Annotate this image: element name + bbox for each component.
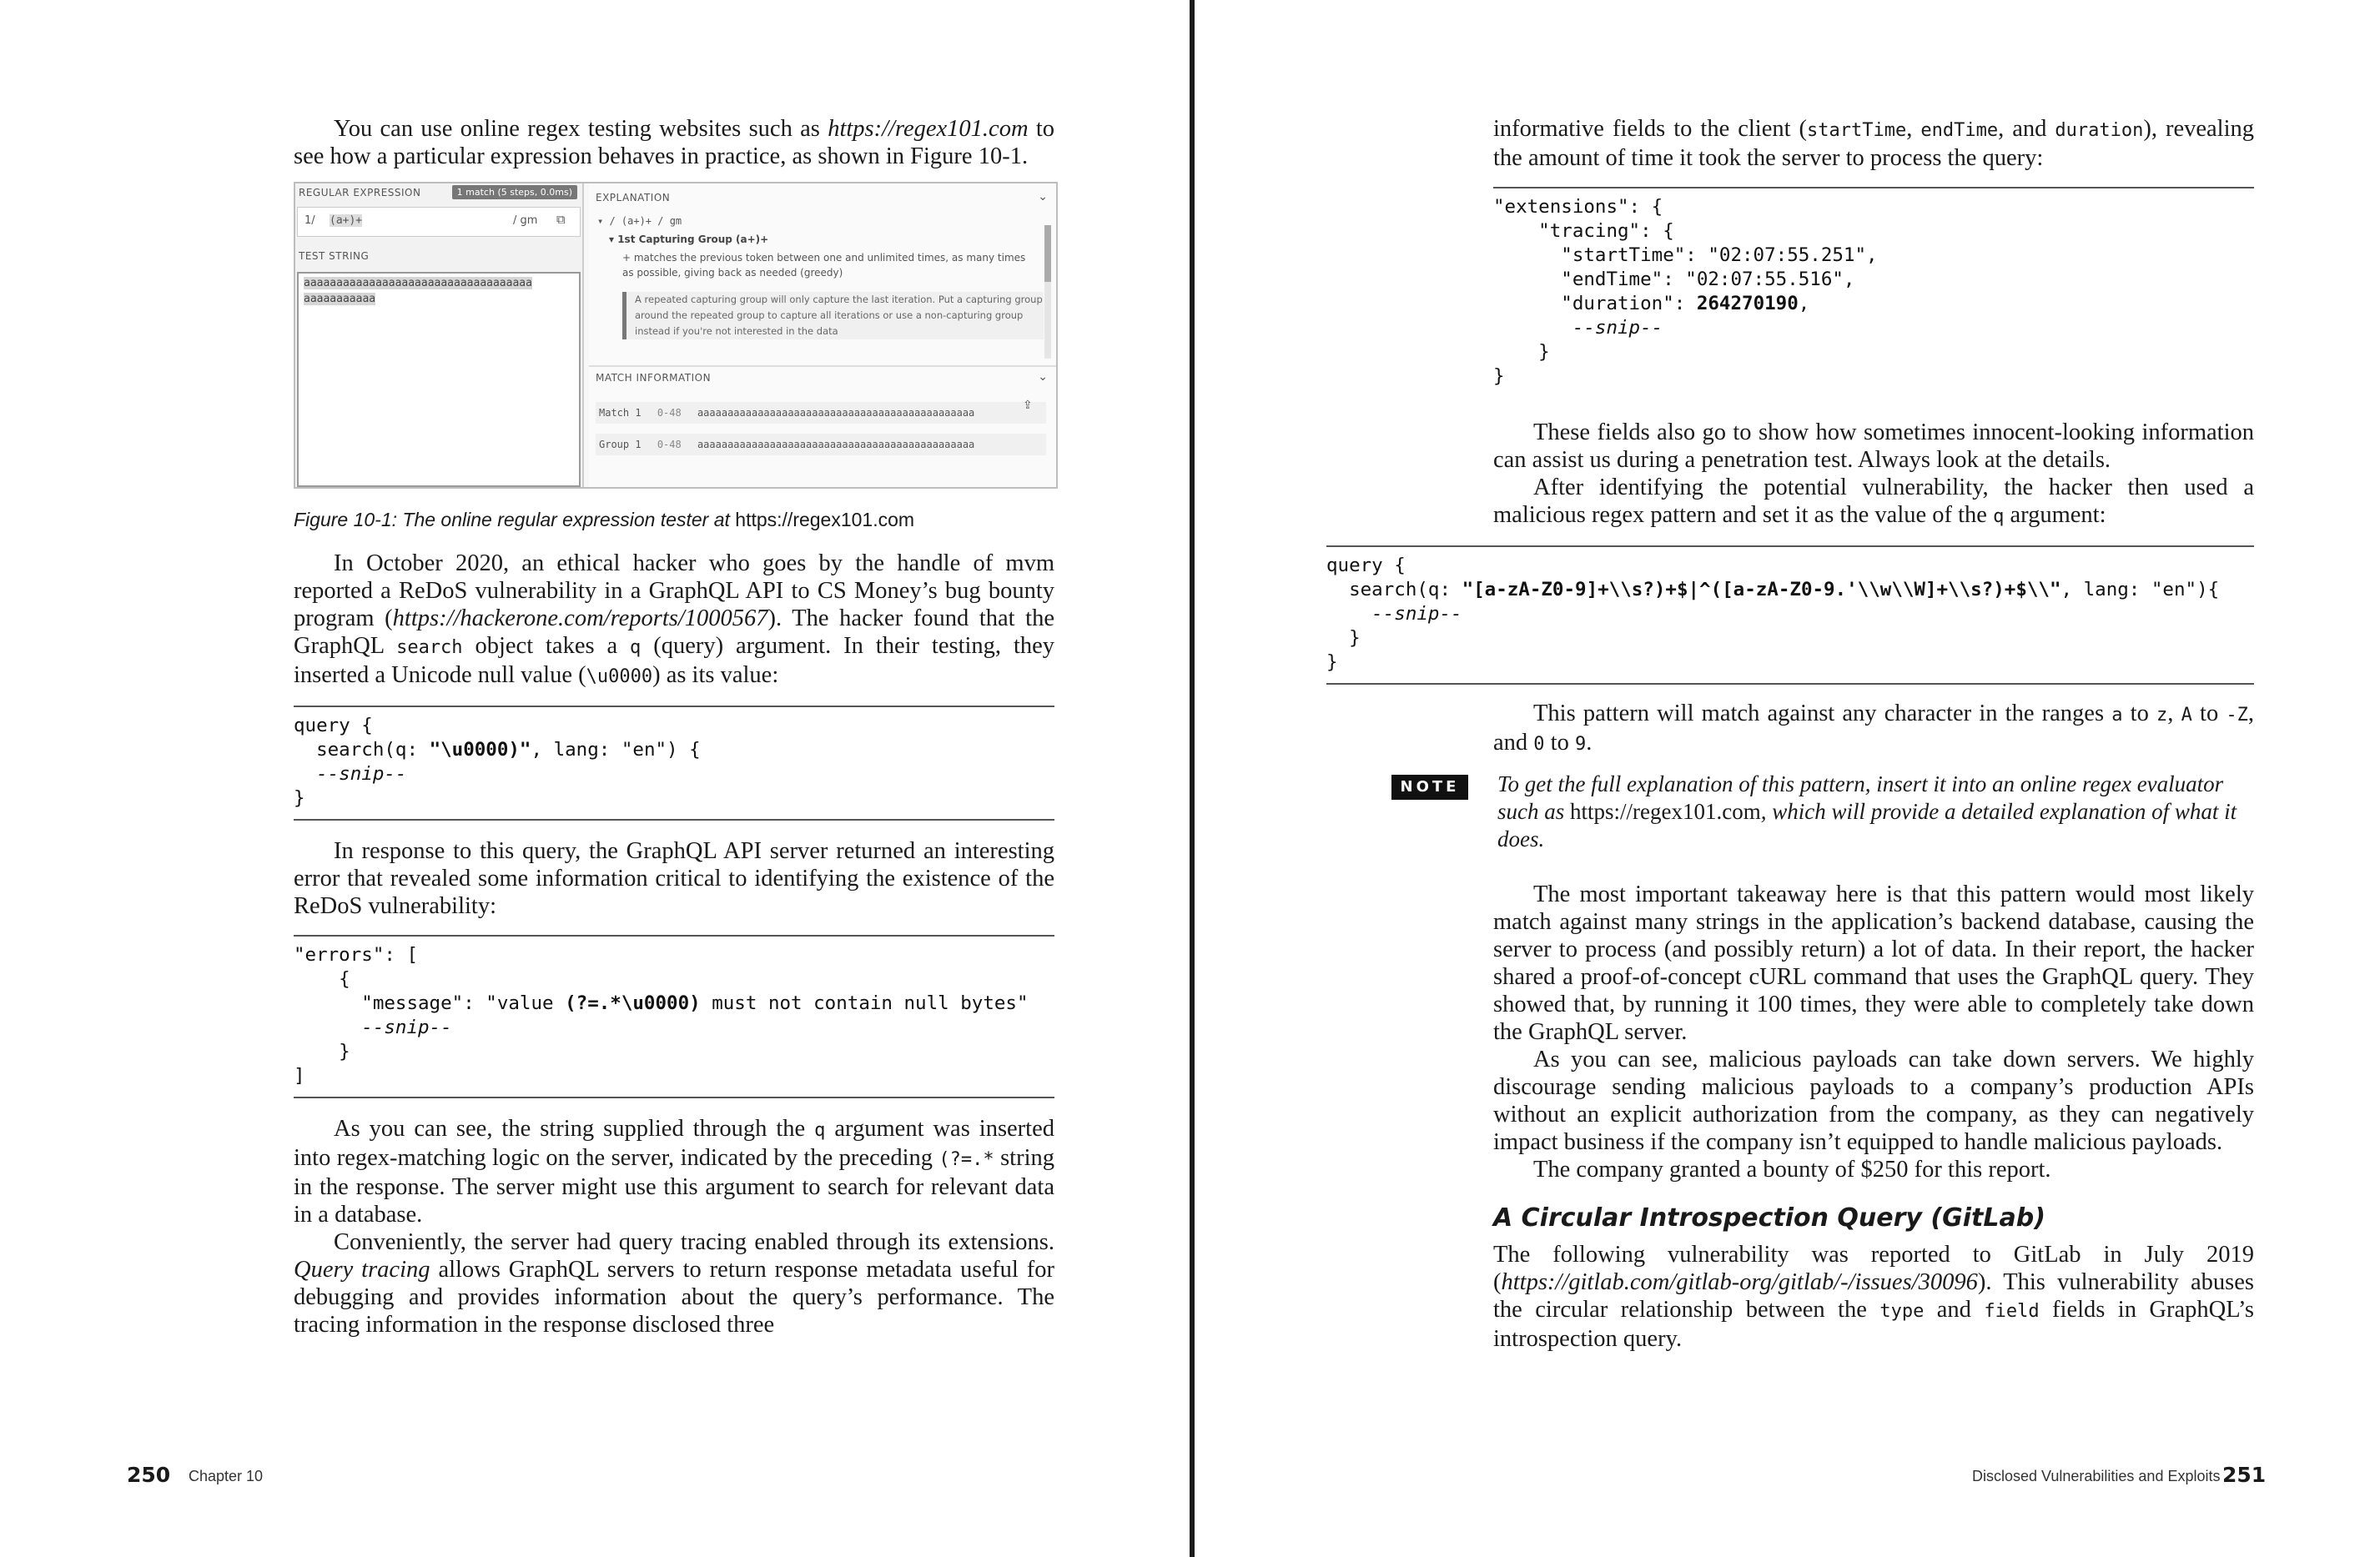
code-block-query: query { search(q: "\u0000)", lang: "en") { --snip-- } — [294, 706, 1054, 821]
regex-panel — [295, 183, 584, 487]
share-icon[interactable]: ⇪ — [1023, 399, 1033, 412]
paragraph: In October 2020, an ethical hacker who goes by the handle of mvm reported a ReDoS vulnerability in a GraphQL API to CS Money’s bug bounty program (https://hackerone.com/reports/1000567). The hacker found that the GraphQL search object takes a q (query) argument. In their testing, they inserted a Unicode null value (\u0000) as its value: — [294, 550, 1055, 688]
paragraph: The company granted a bounty of $250 for this report. — [1533, 1157, 2051, 1183]
running-head: Disclosed Vulnerabilities and Exploits — [1972, 1468, 2221, 1484]
regex-value: (a+)+ — [330, 214, 363, 227]
paragraph: These fields also go to show how sometimes innocent-looking information can assist us during a penetration test. Always look at the details. — [1493, 419, 2254, 473]
page-number: 250 — [127, 1463, 171, 1487]
explanation-panel — [589, 183, 1056, 487]
code-block-malicious-query: query { search(q: "[a-zA-Z0-9]+\\s?)+$|^([a-zA-Z0-9.'\\w\\W]+\\s?)+$\\", lang: "en"){ --snip-- } } — [1326, 545, 2254, 685]
running-head: Chapter 10 — [189, 1468, 264, 1484]
test-string-label: TEST STRING — [299, 250, 370, 262]
capturing-group-line: ▾ 1st Capturing Group (a+)+ — [609, 234, 769, 245]
gitlab-issue-link[interactable]: https://gitlab.com/gitlab-org/gitlab/-/issues/30096 — [1501, 1269, 1978, 1295]
regex101-link[interactable]: https://regex101.com — [1570, 799, 1761, 824]
panel-divider — [589, 365, 1056, 367]
right-text-column — [1326, 115, 2255, 758]
note-text: To get the full explanation of this pattern, insert it into an online regex evaluator such as https://regex101.com, which will provide a detailed explanation of what it does. — [1497, 771, 2237, 851]
copy-icon[interactable]: ⧉ — [556, 212, 566, 227]
explanation-regex-line: ▾ / (a+)+ / gm — [597, 215, 682, 227]
regex-prefix: 1/ — [304, 214, 315, 227]
figure-regex101-screenshot — [294, 182, 1058, 489]
scrollbar-thumb[interactable] — [1044, 225, 1051, 282]
test-string-input[interactable] — [297, 272, 581, 487]
regex-flags[interactable]: / gm — [513, 214, 538, 227]
left-text-column — [294, 115, 1054, 1339]
chevron-down-icon[interactable]: ⌄ — [1038, 370, 1048, 384]
regular-expression-label: REGULAR EXPRESSION — [299, 187, 421, 198]
quantifier-explanation: + matches the previous token between one and unlimited times, as many times as possible, giving back as needed (greedy) — [622, 252, 1026, 279]
chevron-down-icon[interactable]: ⌄ — [1038, 190, 1048, 203]
paragraph: As you can see, malicious payloads can take down servers. We highly discourage sending malicious payloads to a company’s production APIs without an explicit authorization from the company, as they can negatively impact business if the company isn’t equipped to handle malicious payloads. — [1493, 1047, 2254, 1155]
code-block-extensions: "extensions": { "tracing": { "startTime": "02:07:55.251", "endTime": "02:07:55.516", "duration": 264270190, --snip-- } } — [1493, 187, 2254, 397]
test-string-line: aaaaaaaaaaaaaaaaaaaaaaaaaaaaaaaaaaa — [304, 277, 532, 289]
test-string-line: aaaaaaaaaaa — [304, 293, 376, 305]
page-number: 251 — [2222, 1463, 2267, 1487]
match-information-label: MATCH INFORMATION — [596, 372, 712, 384]
match-count-badge: 1 match (5 steps, 0.0ms) — [452, 185, 577, 199]
section-heading: A Circular Introspection Query (GitLab) — [1493, 1203, 2045, 1233]
group-row: Group 1 0-48 aaaaaaaaaaaaaaaaaaaaaaaaaaaaaaaaaaaaaaaaaaaaaa — [596, 434, 1046, 455]
paragraph: After identifying the potential vulnerability, the hacker then used a malicious regex pattern and set it as the value of the q argument: — [1493, 475, 2254, 528]
regex-input[interactable] — [297, 207, 581, 237]
code-block-errors: "errors": [ { "message": "value (?=.*\u0000) must not contain null bytes" --snip-- } ] — [294, 935, 1054, 1098]
hackerone-link[interactable]: https://hackerone.com/reports/1000567 — [392, 605, 768, 631]
match-row: Match 1 0-48 aaaaaaaaaaaaaaaaaaaaaaaaaaaaaaaaaaaaaaaaaaaaaa — [596, 402, 1046, 424]
paragraph: As you can see, the string supplied through the q argument was inserted into regex-matching logic on the server, indicated by the preceding (?=.* string in the response. The server might use this argument to search for relevant data in a database. — [294, 1116, 1054, 1228]
regex101-link[interactable]: https://regex101.com — [828, 116, 1029, 142]
repeated-group-note: A repeated capturing group will only capture the last iteration. Put a capturing group around the repeated group to capture all iterations or use a non-capturing group instead if you're not interested in the data — [622, 292, 1044, 339]
paragraph: informative fields to the client (startTime, endTime, and duration), revealing the amount of time it took the server to process the query: — [1493, 116, 2254, 171]
explanation-label: EXPLANATION — [596, 192, 671, 203]
paragraph: The following vulnerability was reported to GitLab in July 2019 (https://gitlab.com/gitlab-org/gitlab/-/issues/30096). This vulnerability abuses the circular relationship between the type and field fields in GraphQL’s introspection query. — [1493, 1242, 2254, 1352]
explanation-scrollbar[interactable] — [1044, 225, 1051, 359]
paragraph: You can use online regex testing websites such as https://regex101.com to see how a particular expression behaves in practice, as shown in Figure 10-1. — [294, 116, 1055, 169]
right-text-column-lower — [1493, 881, 2254, 1353]
paragraph: This pattern will match against any character in the ranges a to z, A to -Z, and 0 to 9. — [1493, 701, 2255, 756]
paragraph: The most important takeaway here is that this pattern would most likely match against many strings in the application’s backend database, causing the server to process (and possibly return) a lot of data. In their report, the hacker shared a proof-of-concept cURL command that uses the GraphQL query. They showed that, by running it 100 times, they were able to completely take down the GraphQL server. — [1493, 881, 2254, 1045]
paragraph: In response to this query, the GraphQL API server returned an interesting error that revealed some information critical to identifying the existence of the ReDoS vulnerability: — [294, 838, 1054, 919]
paragraph: Conveniently, the server had query tracing enabled through its extensions. Query tracing allows GraphQL servers to return response metadata useful for debugging and provides information about the query’s performance. The tracing information in the response disclosed three — [294, 1229, 1054, 1338]
note-label: NOTE — [1391, 775, 1468, 800]
figure-caption: Figure 10-1: The online regular expression tester at https://regex101.com — [294, 509, 915, 530]
